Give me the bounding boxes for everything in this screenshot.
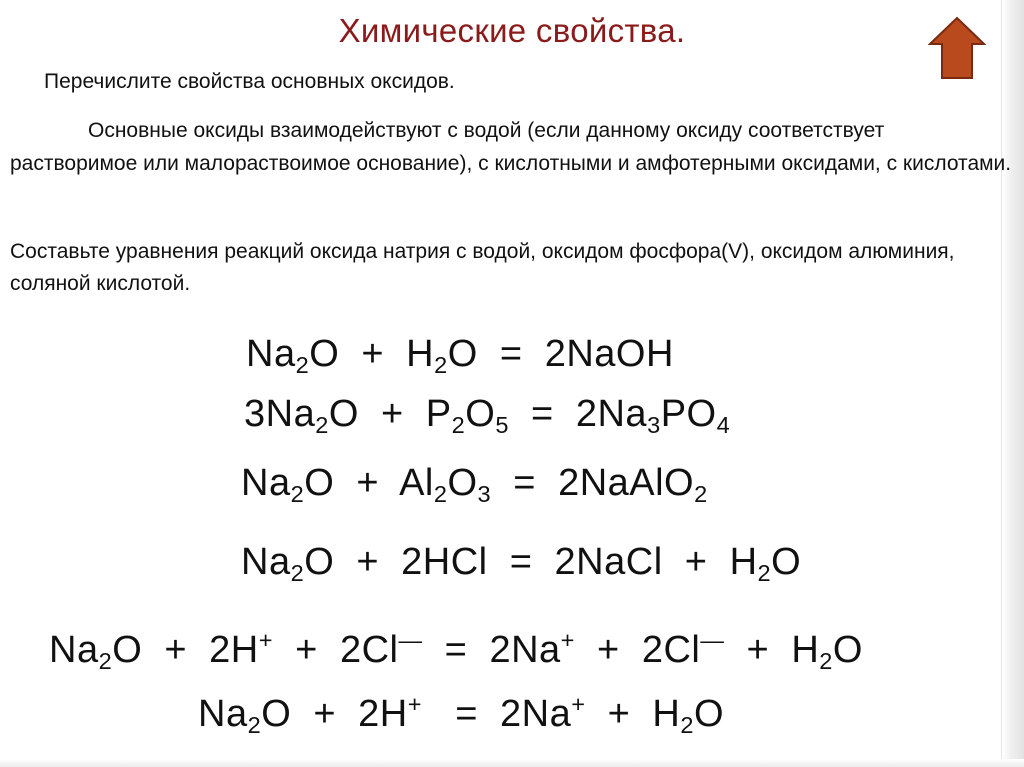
subscript: 2	[451, 411, 466, 438]
formula-text: = 2Na	[422, 629, 561, 671]
formula-text: O + 2HCl = 2NaCl + H	[304, 541, 758, 583]
equation-2	[244, 392, 730, 440]
formula-text: = 2Na	[508, 393, 648, 435]
subscript: 2	[295, 351, 310, 378]
subscript: 2	[290, 480, 305, 507]
superscript: +	[258, 626, 274, 653]
question-list-properties: Перечислите свойства основных оксидов.	[44, 70, 455, 93]
subscript: 2	[434, 351, 448, 378]
subscript: 3	[647, 411, 661, 438]
subscript: 2	[315, 411, 329, 438]
formula-text: = 2NaAlO	[491, 462, 695, 504]
subscript: 3	[477, 480, 492, 507]
equation-4	[241, 540, 801, 588]
subscript: 2	[680, 711, 694, 738]
formula-text: O	[447, 462, 478, 504]
up-arrow-icon	[928, 16, 986, 80]
formula-text: 3Na	[244, 393, 316, 435]
formula-text: O + Al	[304, 462, 434, 504]
subscript: 2	[98, 647, 113, 674]
answer-properties-text: Основные оксиды взаимодействуют с водой (если данному оксиду соответствует растворимое или малораствоимое основание), с кислотными и амфотерными оксидами, с кислотами.	[10, 119, 1012, 175]
formula-text: O + H	[309, 333, 435, 375]
formula-text: O	[465, 393, 496, 435]
page-edge-bottom	[0, 759, 1024, 767]
formula-text: Na	[198, 693, 248, 735]
equation-ionic-full	[49, 628, 863, 676]
subscript: 2	[433, 480, 448, 507]
formula-text: + H	[724, 629, 820, 671]
formula-text: + 2Cl	[273, 629, 399, 671]
equation-1	[246, 332, 674, 380]
superscript: +	[560, 626, 575, 653]
subscript: 5	[495, 411, 509, 438]
formula-text: O	[771, 541, 802, 583]
formula-text: Na	[246, 333, 296, 375]
formula-text: O	[832, 629, 863, 671]
formula-text: O = 2NaOH	[447, 333, 674, 375]
equation-3	[241, 461, 708, 509]
superscript: +	[571, 690, 586, 717]
subscript: 2	[247, 711, 262, 738]
superscript: +	[407, 690, 423, 717]
formula-text: O + 2H	[261, 693, 408, 735]
superscript: —	[398, 626, 423, 653]
formula-text: = 2Na	[422, 693, 572, 735]
formula-text: O	[693, 693, 725, 735]
formula-text: O + P	[328, 393, 452, 435]
subscript: 2	[757, 559, 772, 586]
formula-text: Na	[241, 462, 291, 504]
formula-text: PO	[660, 393, 717, 435]
formula-text: Na	[49, 629, 99, 671]
formula-text: + 2Cl	[574, 629, 701, 671]
superscript: —	[700, 626, 725, 653]
subscript: 2	[819, 647, 833, 674]
subscript: 2	[290, 559, 305, 586]
subscript: 4	[716, 411, 731, 438]
slide-title: Химические свойства.	[338, 12, 686, 49]
formula-text: + H	[585, 693, 681, 735]
equation-ionic-short	[198, 692, 724, 740]
question-write-equations: Составьте уравнения реакций оксида натрия с водой, оксидом фосфора(V), оксидом алюминия, соляной кислотой.	[10, 240, 955, 295]
subscript: 2	[694, 480, 708, 507]
up-arrow-button[interactable]	[928, 16, 986, 80]
formula-text: Na	[241, 541, 291, 583]
formula-text: O + 2H	[112, 629, 259, 671]
